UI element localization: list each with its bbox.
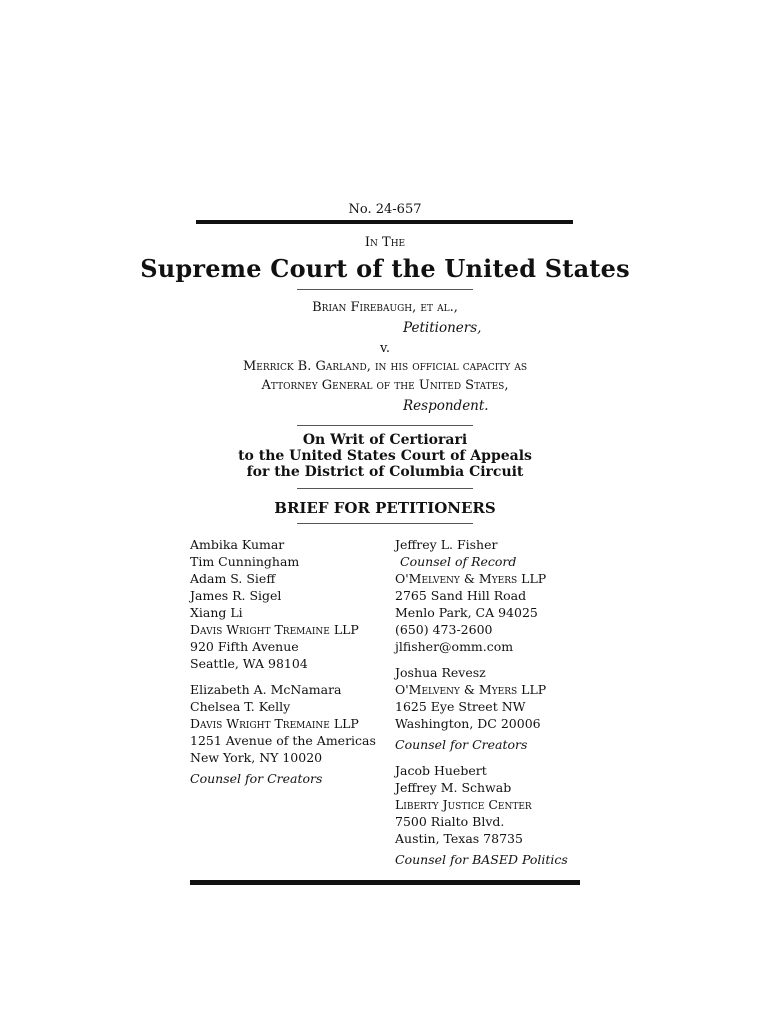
law-firm: Davis Wright Tremaine LLP [190,622,359,637]
attorney-name: Ambika Kumar [190,537,285,552]
respondent-line-2: Attorney General of the United States, [261,378,509,393]
respondent-role: Respondent. [403,398,489,414]
divider-rule [297,488,473,489]
firm-address: 920 Fifth Avenue [190,639,299,654]
petitioner-role: Petitioners, [403,320,482,336]
divider-rule [297,425,473,426]
firm-address: Seattle, WA 98104 [190,656,308,671]
in-the-label: In The [364,235,406,250]
attorney-name: Jacob Huebert [395,763,487,778]
writ-line-1: On Writ of Certiorari [302,432,468,448]
divider-rule [297,289,473,290]
attorney-name: Jeffrey L. Fisher [395,537,498,552]
petitioner-name: Brian Firebaugh, et al., [312,300,458,315]
attorney-name: Elizabeth A. McNamara [190,682,342,697]
attorney-name: Chelsea T. Kelly [190,699,291,714]
firm-address: Austin, Texas 78735 [395,831,523,846]
law-firm: O'Melveny & Myers LLP [395,682,547,697]
phone-number: (650) 473-2600 [395,622,493,637]
law-firm: O'Melveny & Myers LLP [395,571,547,586]
law-firm: Davis Wright Tremaine LLP [190,716,359,731]
counsel-left-column [190,536,376,787]
counsel-role: Counsel for BASED Politics [395,852,568,867]
firm-address: 1625 Eye Street NW [395,699,526,714]
law-firm: Liberty Justice Center [395,797,532,812]
top-thick-rule [196,220,573,224]
attorney-name: Jeffrey M. Schwab [395,780,512,795]
counsel-role: Counsel for Creators [190,771,323,786]
email-address: jlfisher@omm.com [395,639,514,654]
brief-title: BRIEF FOR PETITIONERS [274,499,496,517]
respondent-line-1: Merrick B. Garland, in his official capacity as [242,359,528,374]
divider-rule [297,523,473,524]
counsel-role: Counsel for Creators [395,737,528,752]
writ-heading [0,432,770,480]
attorney-name: Joshua Revesz [395,665,486,680]
firm-address: Washington, DC 20006 [395,716,541,731]
firm-address: 7500 Rialto Blvd. [395,814,505,829]
attorney-name: Xiang Li [190,605,243,620]
court-name: Supreme Court of the United States [140,254,630,283]
attorney-name: Tim Cunningham [190,554,300,569]
writ-line-2: to the United States Court of Appeals [238,448,532,464]
docket-number: No. 24-657 [348,202,422,217]
counsel-of-record-label: Counsel of Record [400,554,517,569]
firm-address: New York, NY 10020 [190,750,323,765]
firm-address: 1251 Avenue of the Americas [190,733,376,748]
attorney-name: James R. Sigel [190,588,282,603]
attorney-name: Adam S. Sieff [190,571,276,586]
firm-address: Menlo Park, CA 94025 [395,605,538,620]
counsel-right-column [395,536,568,868]
firm-address: 2765 Sand Hill Road [395,588,527,603]
bottom-thick-rule [190,880,580,885]
writ-line-3: for the District of Columbia Circuit [246,464,524,480]
versus-label: v. [380,341,390,356]
